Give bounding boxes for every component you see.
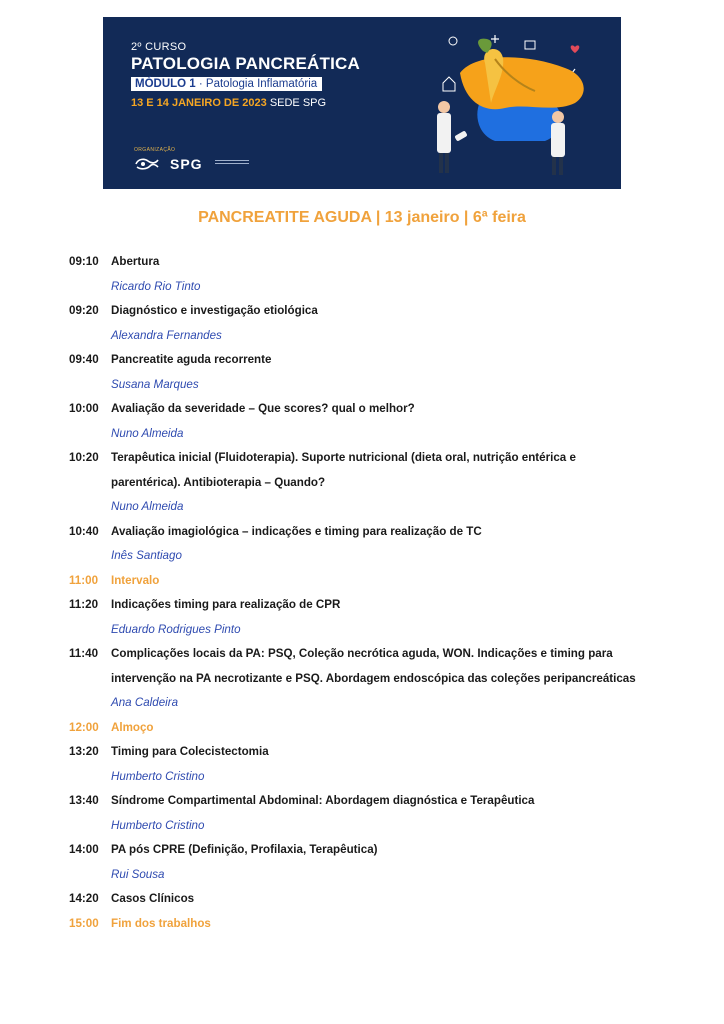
agenda-item	[69, 838, 659, 863]
agenda-speaker-row	[69, 324, 659, 349]
agenda-item	[69, 642, 659, 667]
agenda-speaker: Humberto Cristino	[111, 818, 205, 832]
module-name: · Patologia Inflamatória	[195, 78, 318, 90]
agenda-item	[69, 593, 659, 618]
agenda-time: 11:20	[69, 598, 99, 611]
agenda-title: Síndrome Compartimental Abdominal: Abordagem diagnóstica e Terapêutica	[111, 794, 535, 807]
agenda-speaker: Nuno Almeida	[111, 426, 184, 440]
pancreas-illustration-icon	[425, 33, 605, 178]
agenda-item	[69, 397, 659, 422]
agenda-title: Pancreatite aguda recorrente	[111, 353, 272, 366]
society-logo-icon	[134, 157, 160, 171]
agenda-title: Timing para Colecistectomia	[111, 745, 269, 758]
agenda-item	[69, 789, 659, 814]
agenda-item	[69, 250, 659, 275]
course-dates	[131, 97, 360, 109]
module-number: MÓDULO 1	[135, 78, 196, 90]
agenda-speaker: Alexandra Fernandes	[111, 328, 222, 342]
agenda-title: Terapêutica inicial (Fluidoterapia). Suporte nutricional (dieta oral, nutrição entérica e	[111, 451, 576, 464]
agenda-title: Indicações timing para realização de CPR	[111, 598, 341, 611]
agenda-time: 11:40	[69, 647, 99, 660]
agenda-list	[69, 250, 659, 936]
agenda-item	[69, 887, 659, 912]
agenda-speaker-row	[69, 691, 659, 716]
agenda-item	[69, 569, 659, 594]
agenda-speaker: Ana Caldeira	[111, 696, 179, 709]
agenda-speaker: Inês Santiago	[111, 549, 182, 562]
agenda-title: PA pós CPRE (Definição, Profilaxia, Terapêutica)	[111, 843, 378, 856]
agenda-item	[69, 299, 659, 324]
agenda-time: 14:00	[69, 843, 99, 856]
agenda-title: Casos Clínicos	[111, 892, 195, 905]
agenda-speaker: Eduardo Rodrigues Pinto	[111, 622, 241, 636]
agenda-speaker-row	[69, 765, 659, 790]
agenda-item	[69, 912, 659, 937]
agenda-title: Almoço	[111, 720, 154, 734]
dates-text: 13 E 14 JANEIRO DE 2023	[131, 97, 267, 109]
agenda-speaker-row	[69, 814, 659, 839]
module-label	[131, 77, 322, 91]
agenda-item	[69, 348, 659, 373]
agenda-title: Diagnóstico e investigação etiológica	[111, 304, 318, 317]
agenda-title-continued: parentérica). Antibioterapia – Quando?	[111, 475, 326, 489]
agenda-time: 09:10	[69, 255, 99, 268]
spg-logo: SPG	[170, 156, 203, 172]
agenda-item	[69, 740, 659, 765]
agenda-time: 09:40	[69, 353, 99, 366]
agenda-title: Avaliação imagiológica – indicações e timing para realização de TC	[111, 524, 482, 538]
agenda-speaker-row	[69, 544, 659, 569]
agenda-item	[69, 520, 659, 545]
agenda-speaker-row	[69, 422, 659, 447]
section-heading: PANCREATITE AGUDA | 13 janeiro | 6ª feira	[198, 209, 526, 226]
agenda-speaker: Rui Sousa	[111, 867, 165, 881]
organization-label: ORGANIZAÇÃO	[134, 147, 176, 153]
agenda-speaker-row	[69, 863, 659, 888]
agenda-title: Intervalo	[111, 573, 160, 587]
agenda-time: 11:00	[69, 573, 99, 587]
agenda-title: Complicações locais da PA: PSQ, Coleção necrótica aguda, WON. Indicações e timing para	[111, 647, 613, 660]
agenda-title: Avaliação da severidade – Que scores? qual o melhor?	[111, 402, 415, 415]
agenda-time: 09:20	[69, 304, 99, 317]
agenda-speaker-row	[69, 495, 659, 520]
course-title: PATOLOGIA PANCREÁTICA	[131, 54, 360, 73]
agenda-time: 10:00	[69, 402, 99, 415]
agenda-title: Abertura	[111, 255, 160, 268]
venue-text: SEDE SPG	[269, 97, 327, 109]
agenda-item	[69, 716, 659, 741]
agenda-time: 10:20	[69, 451, 99, 464]
agenda-time: 13:40	[69, 794, 99, 807]
agenda-speaker-row	[69, 275, 659, 300]
agenda-title-continued: intervenção na PA necrotizante e PSQ. Abordagem endoscópica das coleções peripancreáticas	[111, 671, 636, 685]
agenda-item	[69, 446, 659, 471]
agenda-time: 13:20	[69, 745, 99, 758]
agenda-speaker-row	[69, 618, 659, 643]
agenda-title: Fim dos trabalhos	[111, 916, 211, 930]
agenda-item-continued	[69, 471, 659, 496]
agenda-speaker: Nuno Almeida	[111, 500, 184, 513]
agenda-speaker: Susana Marques	[111, 377, 199, 391]
agenda-item-continued	[69, 667, 659, 692]
course-banner	[103, 17, 621, 189]
agenda-speaker: Humberto Cristino	[111, 769, 205, 783]
banner-text	[131, 41, 360, 109]
agenda-time: 12:00	[69, 720, 99, 734]
agenda-speaker-row	[69, 373, 659, 398]
agenda-speaker: Ricardo Rio Tinto	[111, 279, 201, 293]
agenda-time: 10:40	[69, 524, 99, 538]
agenda-time: 15:00	[69, 916, 99, 930]
spg-logo-subtitle-lines	[215, 160, 249, 161]
agenda-time: 14:20	[69, 892, 99, 905]
course-edition: 2º CURSO	[131, 41, 187, 53]
